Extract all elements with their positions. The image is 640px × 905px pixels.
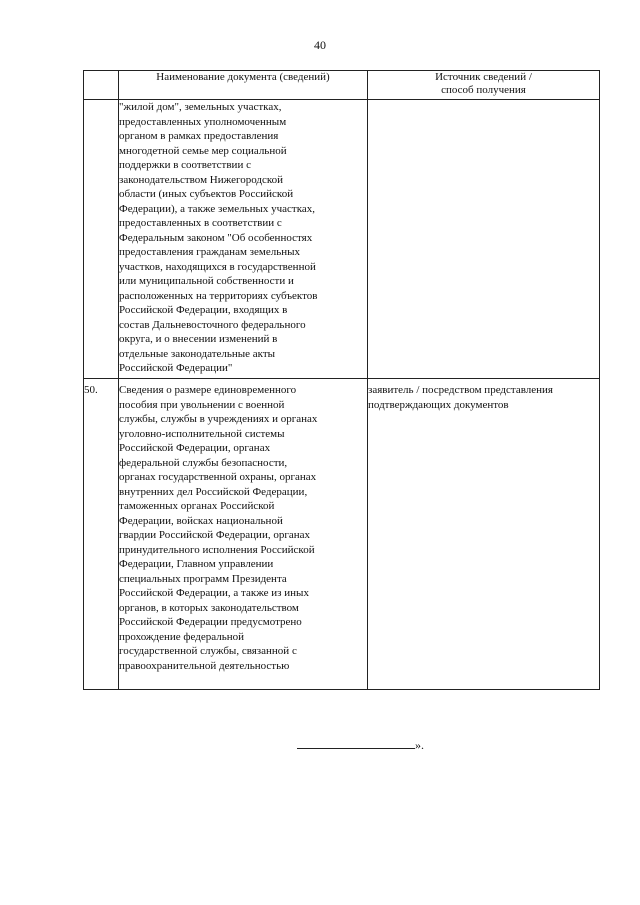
text-line: "жилой дом", земельных участках, [119, 101, 282, 113]
closing-mark [297, 738, 424, 753]
text-line: Федерации, войсках национальной [119, 514, 283, 527]
text-line: округа, и о внесении изменений в [119, 333, 278, 345]
text-line: предоставления гражданам земельных [119, 246, 301, 258]
text-line: отдельные законодательные акты [119, 347, 276, 360]
text-line: предоставленных уполномоченным [119, 115, 287, 128]
row-number: 50. [84, 379, 119, 690]
text-line: службы, службы в учреждениях и органах [119, 413, 318, 425]
text-line: заявитель / посредством представления [368, 384, 553, 396]
text-line: участков, находящихся в государственной [119, 260, 316, 273]
text-line: правоохранительной деятельностью [119, 659, 290, 672]
text-line: подтверждающих документов [368, 398, 509, 411]
text-line: специальных программ Президента [119, 572, 287, 585]
table-row [84, 379, 600, 690]
text-line: уголовно-исполнительной системы [119, 427, 285, 440]
text-line: Федерации), а также земельных участках, [119, 202, 316, 215]
row-source [368, 379, 600, 690]
text-line: состав Дальневосточного федерального [119, 318, 306, 331]
text-line: Российской Федерации, входящих в [119, 304, 288, 316]
row-number [84, 100, 119, 379]
text-line: внутренних дел Российской Федерации, [119, 485, 308, 498]
table-header-row [84, 71, 600, 100]
documents-table [83, 70, 600, 690]
text-line: государственной службы, связанной с [119, 645, 297, 657]
table-row [84, 100, 600, 379]
header-source-line-2: способ получения [441, 84, 526, 96]
text-line: Федерации, Главном управлении [119, 558, 274, 570]
text-line: законодательством Нижегородской [119, 173, 284, 186]
row-document-name [119, 100, 368, 379]
text-line: поддержки в соответствии с [119, 159, 251, 171]
text-line: прохождение федеральной [119, 630, 245, 643]
text-line: Российской Федерации" [119, 362, 233, 374]
header-document-name: Наименование документа (сведений) [119, 71, 368, 100]
header-source [368, 71, 600, 100]
text-line: гвардии Российской Федерации, органах [119, 529, 310, 541]
text-line: Федеральным законом "Об особенностях [119, 231, 313, 244]
row-document-name [119, 379, 368, 690]
text-line: органом в рамках предоставления [119, 130, 279, 142]
header-source-line-1: Источник сведений / [435, 71, 532, 83]
text-line: федеральной службы безопасности, [119, 456, 288, 469]
text-line: многодетной семье мер социальной [119, 144, 287, 157]
text-line: Российской Федерации предусмотрено [119, 616, 302, 628]
text-line: органах государственной охраны, органах [119, 471, 317, 483]
text-line: предоставленных в соответствии с [119, 217, 282, 229]
text-line: принудительного исполнения Российской [119, 543, 315, 556]
text-line: области (иных субъектов Российской [119, 188, 294, 200]
page-number: 40 [314, 38, 326, 52]
closing-quote: ». [415, 738, 424, 752]
row-source [368, 100, 600, 379]
text-line: органов, в которых законодательством [119, 601, 299, 614]
text-line: Российской Федерации, органах [119, 442, 271, 454]
text-line: Сведения о размере единовременного [119, 384, 297, 396]
text-line: пособия при увольнении с военной [119, 398, 285, 411]
text-line: таможенных органах Российской [119, 500, 275, 512]
text-line: или муниципальной собственности и [119, 275, 294, 287]
closing-underline [297, 738, 415, 749]
text-line: Российской Федерации, а также из иных [119, 587, 309, 599]
header-number-cell [84, 71, 119, 100]
text-line: расположенных на территориях субъектов [119, 289, 318, 302]
